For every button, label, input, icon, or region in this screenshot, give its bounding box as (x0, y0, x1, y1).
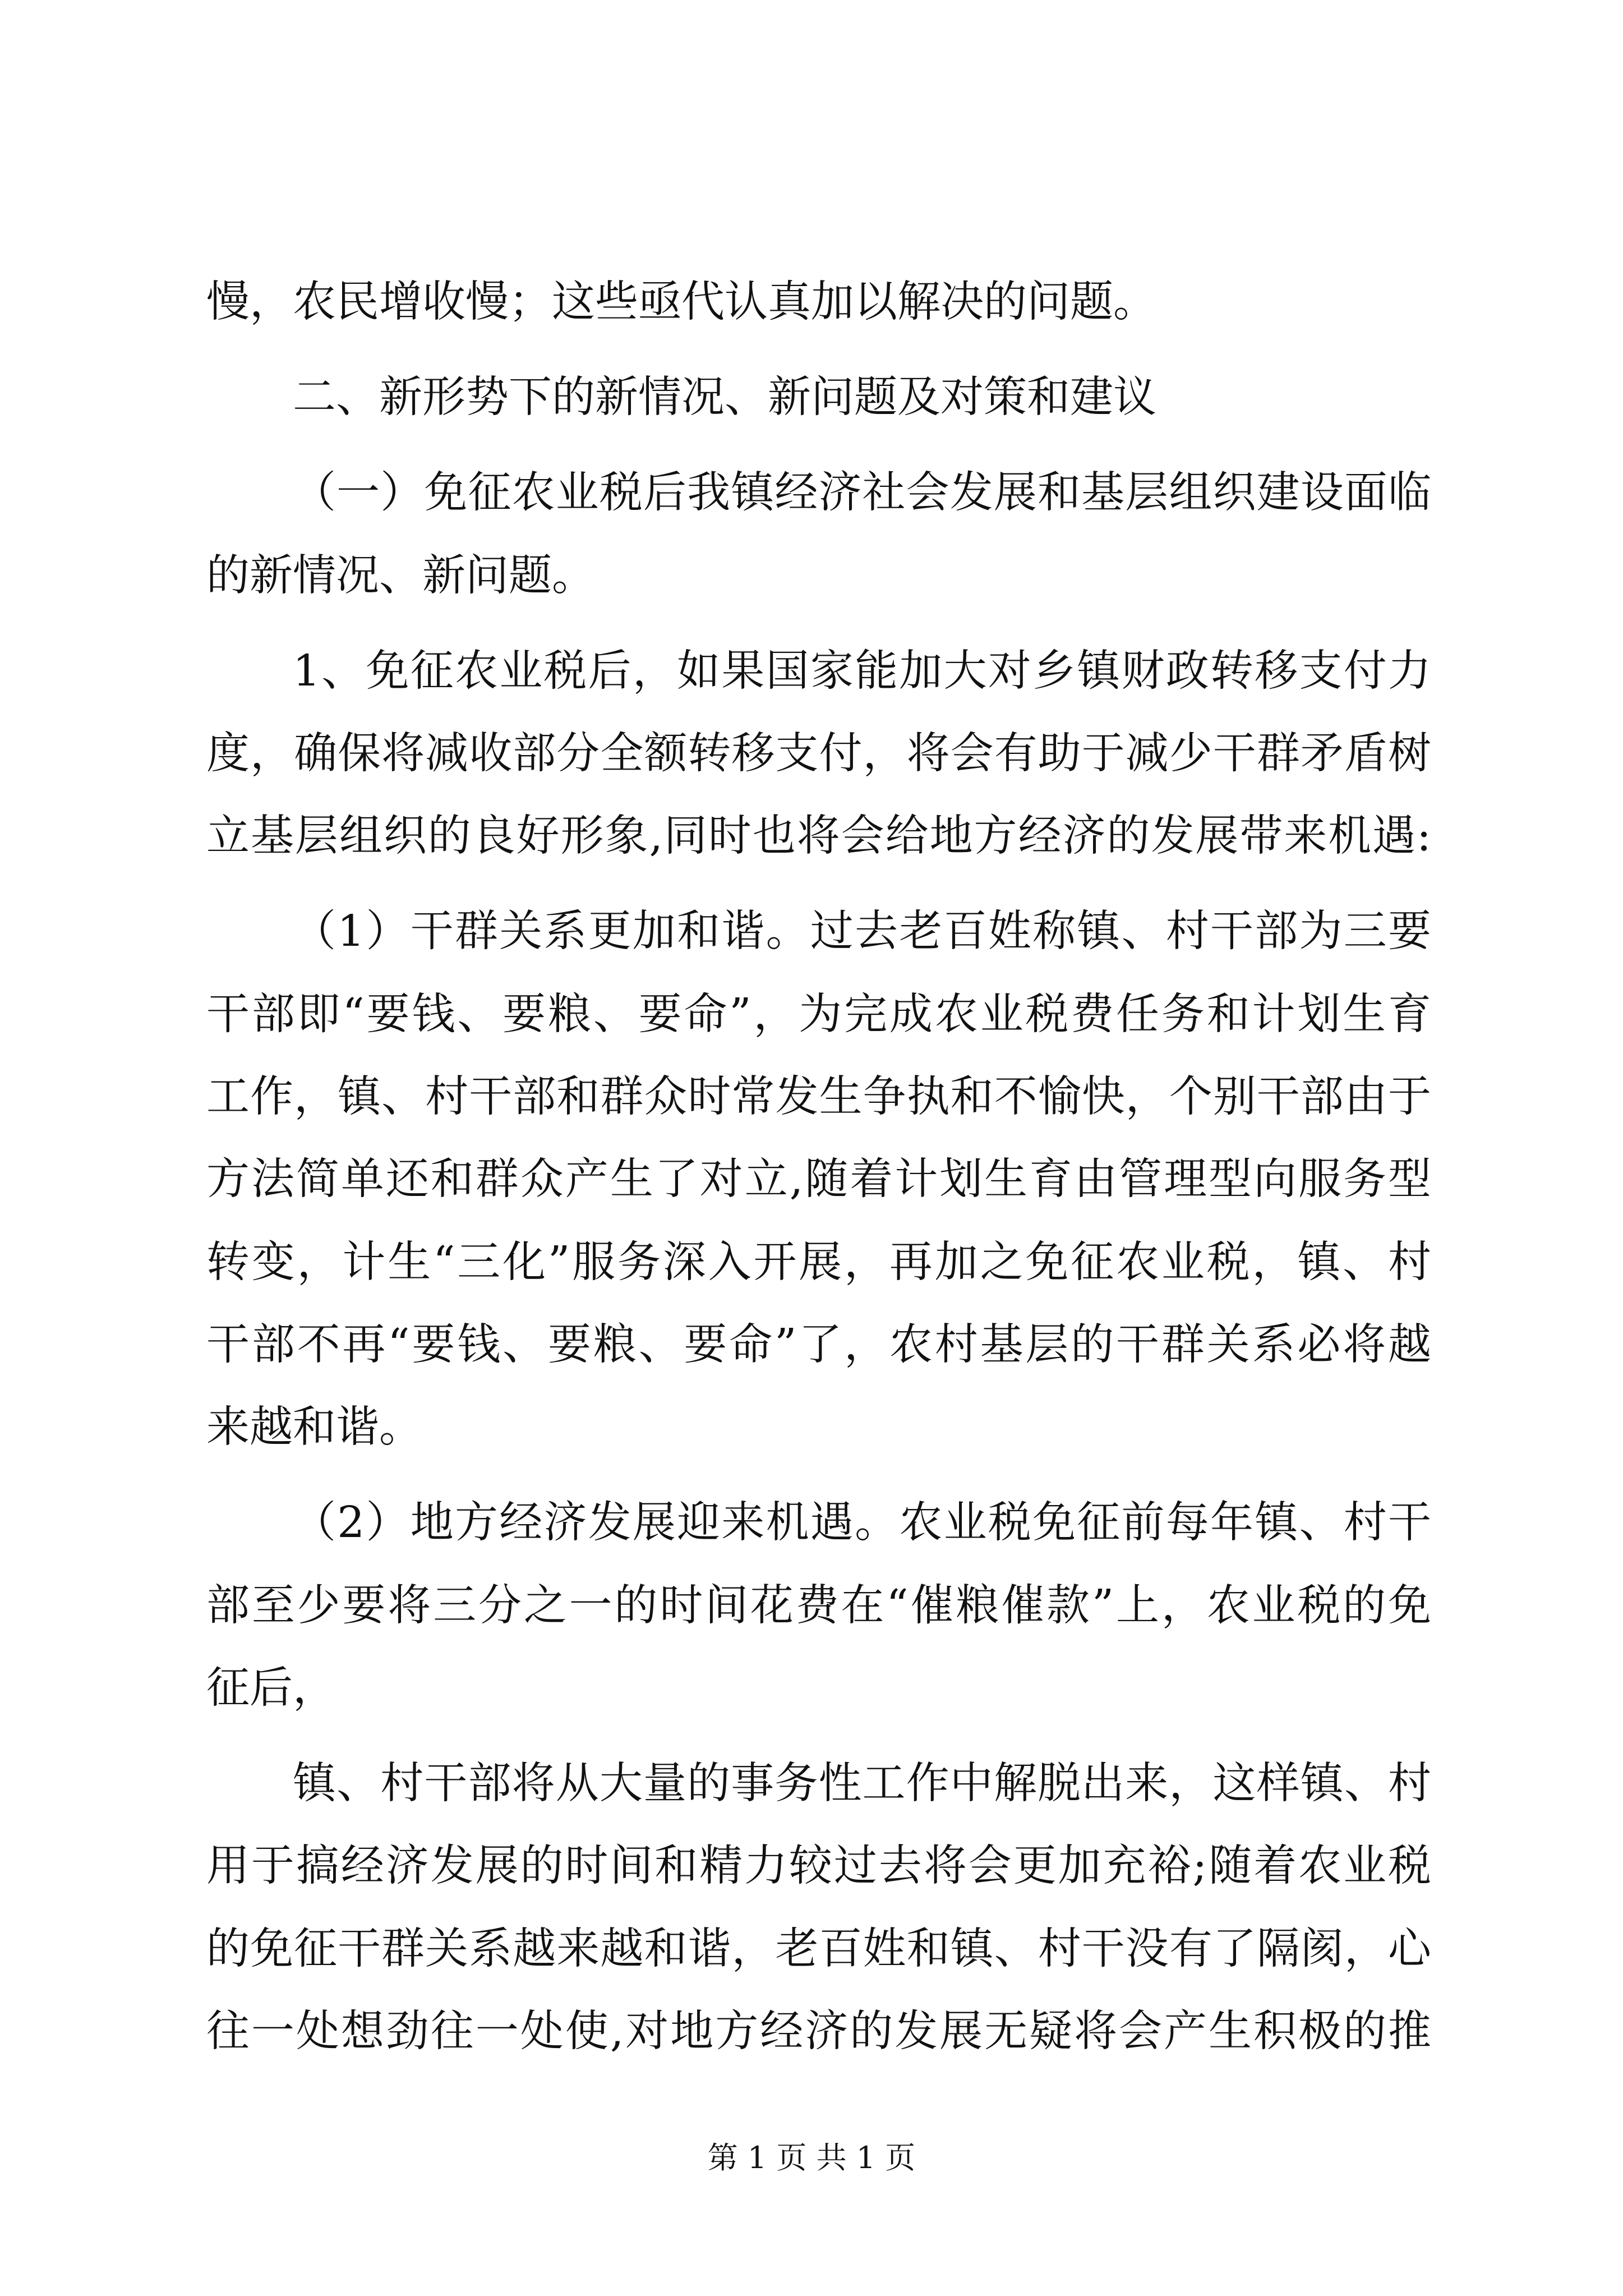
text-line: 部至少要将三分之一的时间花费在“催粮催款”上，农业税的免 (206, 1581, 1431, 1631)
text-line: 来越和谐。 (206, 1402, 422, 1452)
text-line: 方法简单还和群众产生了对立,随着计划生育由管理型向服务型 (206, 1154, 1431, 1204)
text-line: （1）干群关系更加和谐。过去老百姓称镇、村干部为三要 (293, 907, 1431, 956)
text-line: 的免征干群关系越来越和谐，老百姓和镇、村干没有了隔阂，心 (206, 1924, 1431, 1974)
text-line: 度，确保将减收部分全额转移支付，将会有助于减少干群矛盾树 (206, 729, 1431, 779)
text-line: 的新情况、新问题。 (206, 551, 595, 601)
text-line: 二、新形势下的新情况、新问题及对策和建议 (293, 372, 1156, 422)
text-line: 工作，镇、村干部和群众时常发生争执和不愉快，个别干部由于 (206, 1072, 1431, 1122)
text-line: 干部不再“要钱、要粮、要命”了，农村基层的干群关系必将越 (206, 1320, 1431, 1370)
text-line: 转变，计生“三化”服务深入开展，再加之免征农业税，镇、村 (206, 1237, 1431, 1287)
text-line: （一）免征农业税后我镇经济社会发展和基层组织建设面临 (293, 468, 1431, 518)
text-line: 往一处想劲往一处使,对地方经济的发展无疑将会产生积极的推 (206, 2007, 1431, 2056)
page-footer: 第 1 页 共 1 页 (707, 2140, 916, 2175)
text-line: 干部即“要钱、要粮、要命”，为完成农业税费任务和计划生育 (206, 990, 1431, 1039)
text-line: 镇、村干部将从大量的事务性工作中解脱出来，这样镇、村 (293, 1759, 1431, 1809)
text-line: 慢，农民增收慢；这些亟代认真加以解决的问题。 (206, 277, 1156, 327)
text-line: 征后， (206, 1663, 336, 1713)
text-line: （2）地方经济发展迎来机遇。农业税免征前每年镇、村干 (293, 1498, 1431, 1548)
text-line: 立基层组织的良好形象,同时也将会给地方经济的发展带来机遇: (206, 811, 1431, 861)
text-line: 1、免征农业税后，如果国家能加大对乡镇财政转移支付力 (293, 646, 1431, 696)
text-line: 用于搞经济发展的时间和精力较过去将会更加充裕;随着农业税 (206, 1841, 1431, 1891)
